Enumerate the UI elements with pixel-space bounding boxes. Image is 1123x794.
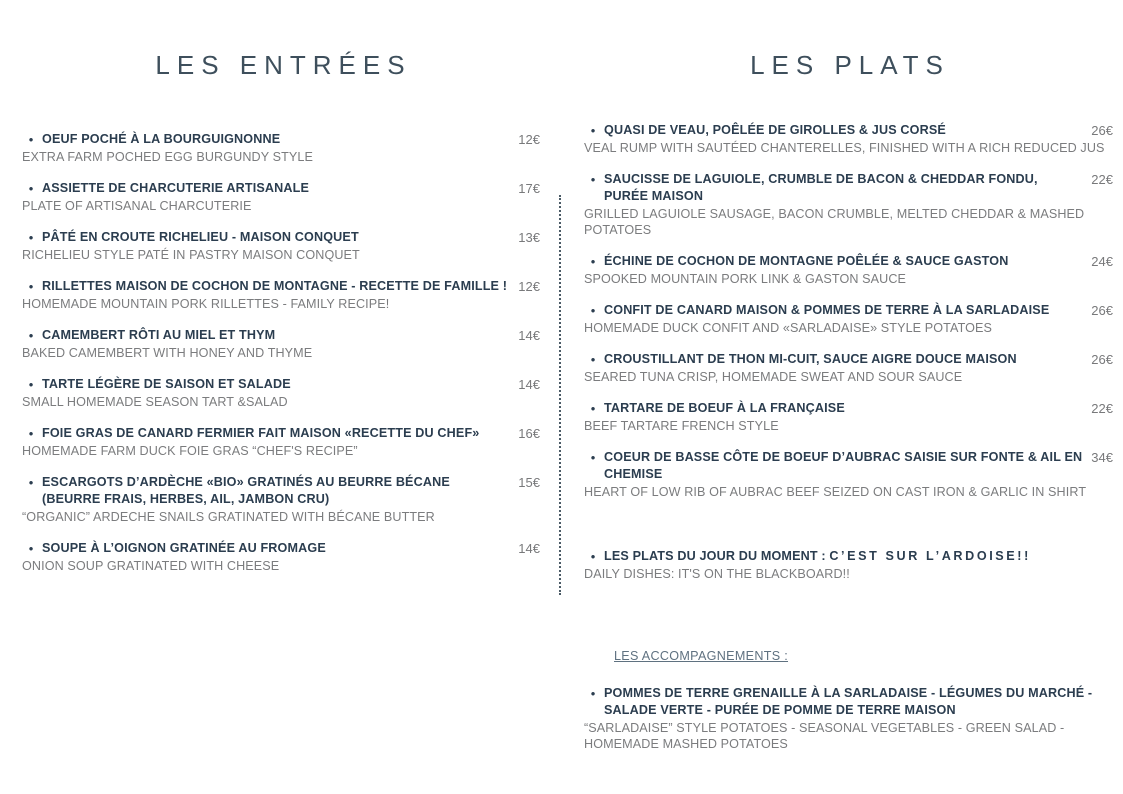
menu-item-description: HOMEMADE MOUNTAIN PORK RILLETTES - FAMILY RECIPE!	[22, 297, 390, 311]
menu-item-head	[21, 376, 540, 393]
menu-item-title: TARTARE DE BOEUF À LA FRANÇAISE	[604, 401, 845, 415]
menu-item[interactable]	[21, 229, 540, 263]
menu-item-title-wrap	[21, 327, 510, 344]
menu-item-description: BEEF TARTARE FRENCH STYLE	[584, 419, 779, 433]
sides-heading: LES ACCOMPAGNEMENTS :	[614, 649, 789, 663]
daily-special-title-prefix: LES PLATS DU JOUR DU MOMENT :	[604, 549, 830, 563]
menu-item[interactable]	[21, 180, 540, 214]
menu-item-title-wrap	[21, 425, 510, 442]
menu-item-title: COEUR DE BASSE CÔTE DE BOEUF D’AUBRAC SAISIE SUR FONTE & AIL EN CHEMISE	[604, 450, 1083, 481]
menu-item-head	[21, 540, 540, 557]
menu-item-title: SAUCISSE DE LAGUIOLE, CRUMBLE DE BACON & CHEDDAR FONDU, PURÉE MAISON	[604, 172, 1038, 203]
bullet-icon: •	[28, 377, 34, 392]
bullet-icon: •	[28, 541, 34, 556]
menu-item-title-wrap	[21, 376, 510, 393]
menu-item-description: ONION SOUP GRATINATED WITH CHEESE	[22, 559, 280, 573]
menu-item[interactable]	[21, 327, 540, 361]
bullet-icon: •	[28, 132, 34, 147]
menu-item-price: 15€	[518, 475, 540, 490]
starters-column	[0, 0, 560, 794]
menu-item[interactable]	[583, 171, 1113, 238]
menu-item-price: 26€	[1091, 123, 1113, 138]
menu-item-title-wrap	[21, 540, 510, 557]
menu-item[interactable]	[21, 376, 540, 410]
daily-special-item[interactable]	[583, 548, 1113, 582]
menu-item-title: SOUPE À L’OIGNON GRATINÉE AU FROMAGE	[42, 541, 326, 555]
menu-item-price: 13€	[518, 230, 540, 245]
starters-list	[21, 131, 540, 574]
menu-item-title: ASSIETTE DE CHARCUTERIE ARTISANALE	[42, 181, 310, 195]
bullet-icon: •	[28, 328, 34, 343]
menu-item-head	[583, 685, 1113, 719]
menu-item-title-wrap	[21, 474, 510, 508]
mains-column	[560, 0, 1123, 794]
menu-item-title-wrap	[583, 351, 1083, 368]
bullet-icon: •	[590, 254, 596, 269]
mains-list	[583, 122, 1113, 582]
menu-item-title-wrap	[583, 253, 1083, 270]
menu-item-description: SMALL HOMEMADE SEASON TART &SALAD	[22, 395, 288, 409]
menu-item-title: ÉCHINE DE COCHON DE MONTAGNE POÊLÉE & SAUCE GASTON	[604, 254, 1009, 268]
menu-item[interactable]	[583, 685, 1113, 752]
menu-item-head	[583, 548, 1113, 565]
menu-item-description: PLATE OF ARTISANAL CHARCUTERIE	[22, 199, 252, 213]
menu-item-description: SEARED TUNA CRISP, HOMEMADE SWEAT AND SOUR SAUCE	[584, 370, 963, 384]
bullet-icon: •	[28, 230, 34, 245]
menu-item[interactable]	[21, 278, 540, 312]
menu-item-description: VEAL RUMP WITH SAUTÉED CHANTERELLES, FINISHED WITH A RICH REDUCED JUS	[584, 141, 1105, 155]
menu-item-title-wrap	[583, 400, 1083, 417]
menu-item-price: 16€	[518, 426, 540, 441]
menu-item[interactable]	[583, 449, 1113, 500]
menu-item-description: BAKED CAMEMBERT WITH HONEY AND THYME	[22, 346, 313, 360]
menu-item[interactable]	[583, 302, 1113, 336]
menu-item-price: 26€	[1091, 352, 1113, 367]
bullet-icon: •	[590, 123, 596, 138]
sides-list	[583, 685, 1113, 752]
daily-special-description: DAILY DISHES: IT'S ON THE BLACKBOARD!!	[584, 567, 850, 581]
menu-item-title-wrap	[21, 278, 510, 295]
menu-item-title: ESCARGOTS D’ARDÈCHE «BIO» GRATINÉS AU BEURRE BÉCANE (BEURRE FRAIS, HERBES, AIL, JAMBON CRU)	[42, 475, 450, 506]
menu-item-description: HOMEMADE FARM DUCK FOIE GRAS “CHEF'S RECIPE”	[22, 444, 358, 458]
menu-item-price: 26€	[1091, 303, 1113, 318]
daily-special-title-emphasis: C’EST SUR L’ARDOISE!!	[829, 549, 1031, 563]
mains-heading: LES PLATS	[750, 50, 950, 80]
menu-item-price: 34€	[1091, 450, 1113, 465]
menu-item-description: RICHELIEU STYLE PATÉ IN PASTRY MAISON CONQUET	[22, 248, 360, 262]
menu-item-description: HEART OF LOW RIB OF AUBRAC BEEF SEIZED ON CAST IRON & GARLIC IN SHIRT	[584, 485, 1087, 499]
menu-item-head	[21, 180, 540, 197]
menu-item-price: 12€	[518, 132, 540, 147]
menu-item-description: HOMEMADE DUCK CONFIT AND «SARLADAISE» STYLE POTATOES	[584, 321, 993, 335]
menu-item-description: “ORGANIC” ARDECHE SNAILS GRATINATED WITH BÉCANE BUTTER	[22, 510, 435, 524]
menu-item[interactable]	[21, 131, 540, 165]
daily-special-title	[604, 548, 1031, 565]
menu-item-head	[21, 327, 540, 344]
menu-item-title-wrap	[583, 302, 1083, 319]
menu-item-title-wrap	[583, 122, 1083, 139]
menu-item[interactable]	[583, 122, 1113, 156]
menu-item-description: EXTRA FARM POCHED EGG BURGUNDY STYLE	[22, 150, 313, 164]
menu-item[interactable]	[21, 474, 540, 525]
menu-item-title: CONFIT DE CANARD MAISON & POMMES DE TERRE À LA SARLADAISE	[604, 303, 1050, 317]
bullet-icon: •	[28, 475, 34, 490]
menu-item-title-wrap	[583, 449, 1083, 483]
menu-item[interactable]	[583, 351, 1113, 385]
menu-item-price: 22€	[1091, 401, 1113, 416]
menu-item-head	[583, 400, 1113, 417]
menu-item-head	[21, 131, 540, 148]
menu-item-price: 14€	[518, 541, 540, 556]
menu-item-title-wrap	[21, 131, 510, 148]
menu-item-head	[21, 278, 540, 295]
bullet-icon: •	[28, 426, 34, 441]
menu-item-description: “SARLADAISE” STYLE POTATOES - SEASONAL VEGETABLES - GREEN SALAD - HOMEMADE MASHED POTATOES	[584, 721, 1065, 751]
menu-item-price: 14€	[518, 377, 540, 392]
bullet-icon: •	[28, 279, 34, 294]
menu-item-price: 17€	[518, 181, 540, 196]
bullet-icon: •	[590, 172, 596, 187]
bullet-icon: •	[590, 303, 596, 318]
menu-item-head	[583, 171, 1113, 205]
menu-item-price: 24€	[1091, 254, 1113, 269]
menu-item-price: 12€	[518, 279, 540, 294]
menu-item-title-wrap	[583, 171, 1083, 205]
menu-item-head	[583, 253, 1113, 270]
menu-item[interactable]	[583, 400, 1113, 434]
bullet-icon: •	[590, 352, 596, 367]
menu-item-title: RILLETTES MAISON DE COCHON DE MONTAGNE - RECETTE DE FAMILLE !	[42, 279, 508, 293]
menu-item-head	[583, 302, 1113, 319]
menu-item-description: SPOOKED MOUNTAIN PORK LINK & GASTON SAUCE	[584, 272, 907, 286]
menu-item-title-wrap	[21, 180, 510, 197]
menu-item-head	[583, 351, 1113, 368]
menu-item-title: OEUF POCHÉ À LA BOURGUIGNONNE	[42, 132, 281, 146]
menu-item[interactable]	[21, 540, 540, 574]
menu-item[interactable]	[583, 253, 1113, 287]
menu-item-title-wrap	[583, 548, 1105, 565]
starters-heading: LES ENTRÉES	[155, 50, 412, 80]
menu-item-title: PÂTÉ EN CROUTE RICHELIEU - MAISON CONQUET	[42, 230, 359, 244]
menu-item-title: CAMEMBERT RÔTI AU MIEL ET THYM	[42, 328, 276, 342]
menu-item-title: CROUSTILLANT DE THON MI-CUIT, SAUCE AIGRE DOUCE MAISON	[604, 352, 1017, 366]
menu-item-title-wrap	[21, 229, 510, 246]
menu-item-price: 14€	[518, 328, 540, 343]
bullet-icon: •	[28, 181, 34, 196]
menu-item-price: 22€	[1091, 172, 1113, 187]
menu-item-title: POMMES DE TERRE GRENAILLE À LA SARLADAISE - LÉGUMES DU MARCHÉ - SALADE VERTE - PURÉE DE POMME DE TERRE MAISON	[604, 686, 1093, 717]
menu-item-head	[21, 229, 540, 246]
menu-item-head	[583, 449, 1113, 483]
menu-item-description: GRILLED LAGUIOLE SAUSAGE, BACON CRUMBLE, MELTED CHEDDAR & MASHED POTATOES	[584, 207, 1085, 237]
bullet-icon: •	[590, 401, 596, 416]
menu-item-head	[21, 425, 540, 442]
menu-item-head	[583, 122, 1113, 139]
menu-item-title: FOIE GRAS DE CANARD FERMIER FAIT MAISON «RECETTE DU CHEF»	[42, 426, 480, 440]
bullet-icon: •	[590, 450, 596, 465]
menu-item[interactable]	[21, 425, 540, 459]
menu-item-title: QUASI DE VEAU, POÊLÉE DE GIROLLES & JUS CORSÉ	[604, 123, 946, 137]
menu-item-title: TARTE LÉGÈRE DE SAISON ET SALADE	[42, 377, 291, 391]
bullet-icon: •	[590, 686, 596, 701]
bullet-icon: •	[590, 549, 596, 564]
menu-item-head	[21, 474, 540, 508]
menu-item-title-wrap	[583, 685, 1105, 719]
